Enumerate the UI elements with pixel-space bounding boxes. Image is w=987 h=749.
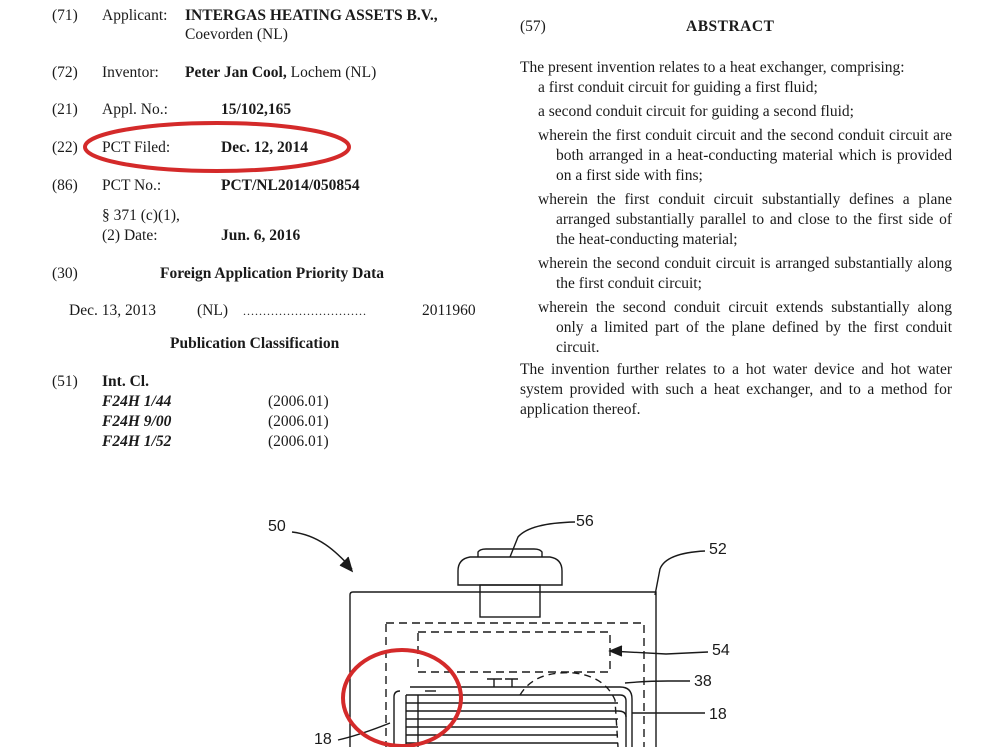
- ref-label-54: 54: [712, 642, 730, 659]
- cap-base: [480, 585, 540, 617]
- dashed-detail-circle: [520, 673, 618, 747]
- leader-38: [625, 681, 690, 683]
- annotation-circle-tubes: [343, 650, 461, 746]
- priority-number: 2011960: [422, 302, 476, 319]
- pct-no-label: PCT No.:: [102, 177, 162, 194]
- ref-label-18: 18: [314, 731, 332, 748]
- abstract-closing: The invention further relates to a hot water device and hot water system provided with such a heat exchanger, and to a method for application thereof.: [520, 361, 952, 418]
- pct-no-code: (86): [52, 177, 78, 194]
- ref-label-38: 38: [694, 673, 712, 690]
- inventor-name: Peter Jan Cool,: [185, 64, 287, 81]
- int-cl-class: F24H 9/00: [102, 413, 172, 430]
- applicant-label: Applicant:: [102, 7, 168, 24]
- priority-date: Dec. 13, 2013: [69, 302, 156, 319]
- appl-no-value: 15/102,165: [221, 101, 292, 118]
- abstract-clause: wherein the second conduit circuit is arranged substantially along the first conduit circuit;: [538, 255, 952, 292]
- abstract-clause: wherein the first conduit circuit substantially defines a plane arranged substantially parallel to and close to the first side of the heat-conducting material;: [538, 191, 952, 248]
- leader-54: [610, 651, 708, 654]
- annotation-ellipse-pct: [80, 118, 355, 176]
- foreign-priority-code: (30): [52, 265, 78, 282]
- pct-filed-label: PCT Filed:: [102, 139, 171, 156]
- section-371-line2: (2) Date:: [102, 227, 158, 244]
- leader-18-left: [338, 723, 390, 740]
- int-cl-version: (2006.01): [268, 413, 329, 430]
- heat-exchanger-drawing: [0, 495, 987, 747]
- section-371-date: Jun. 6, 2016: [221, 227, 301, 244]
- int-cl-code: (51): [52, 373, 78, 390]
- foreign-priority-heading: Foreign Application Priority Data: [160, 265, 385, 282]
- ref-label-52: 52: [709, 541, 727, 558]
- applicant-name: INTERGAS HEATING ASSETS B.V.,: [185, 7, 438, 24]
- cap-body: [458, 557, 562, 585]
- leader-52: [655, 551, 705, 595]
- arrowhead-54: [610, 646, 622, 656]
- section-371-line1: § 371 (c)(1),: [102, 207, 180, 224]
- conduit-tubes: [394, 687, 632, 747]
- int-cl-label: Int. Cl.: [102, 373, 149, 390]
- ref-label-18: 18: [709, 706, 727, 723]
- priority-dot-leader: ...............................: [243, 304, 367, 318]
- abstract-clause: wherein the second conduit circuit extends substantially along only a limited part of the plane defined by the first conduit circuit.: [538, 299, 952, 356]
- pct-filed-code: (22): [52, 139, 78, 156]
- inventor-label: Inventor:: [102, 64, 159, 81]
- fitting: [505, 679, 518, 687]
- int-cl-version: (2006.01): [268, 393, 329, 410]
- housing-outline: [350, 592, 656, 747]
- abstract-body: [520, 58, 952, 420]
- pct-filed-value: Dec. 12, 2014: [221, 139, 308, 156]
- abstract-code: (57): [520, 18, 546, 35]
- ref-label-56: 56: [576, 513, 594, 530]
- abstract-heading: ABSTRACT: [686, 18, 775, 35]
- pct-no-value: PCT/NL2014/050854: [221, 177, 360, 194]
- applicant-code: (71): [52, 7, 78, 24]
- inventor-code: (72): [52, 64, 78, 81]
- int-cl-version: (2006.01): [268, 433, 329, 450]
- appl-no-label: Appl. No.:: [102, 101, 168, 118]
- abstract-clause: a first conduit circuit for guiding a first fluid;: [538, 79, 818, 96]
- applicant-location: Coevorden (NL): [185, 26, 288, 43]
- inventor-line: [185, 63, 376, 83]
- abstract-clause: a second conduit circuit for guiding a second fluid;: [538, 103, 854, 120]
- int-cl-class: F24H 1/52: [102, 433, 172, 450]
- ref-label-50: 50: [268, 518, 286, 535]
- appl-no-code: (21): [52, 101, 78, 118]
- dashed-frame-outer: [386, 623, 644, 747]
- abstract-intro: The present invention relates to a heat exchanger, comprising:: [520, 59, 905, 76]
- fitting: [487, 679, 502, 687]
- inventor-location: Lochem (NL): [290, 64, 377, 81]
- abstract-clause: wherein the first conduit circuit and the second conduit circuit are both arranged in a heat-conducting material which is provided on a first side with fins;: [538, 127, 952, 184]
- int-cl-class: F24H 1/44: [102, 393, 172, 410]
- publication-classification-heading: Publication Classification: [170, 335, 340, 352]
- priority-country: (NL): [197, 302, 228, 319]
